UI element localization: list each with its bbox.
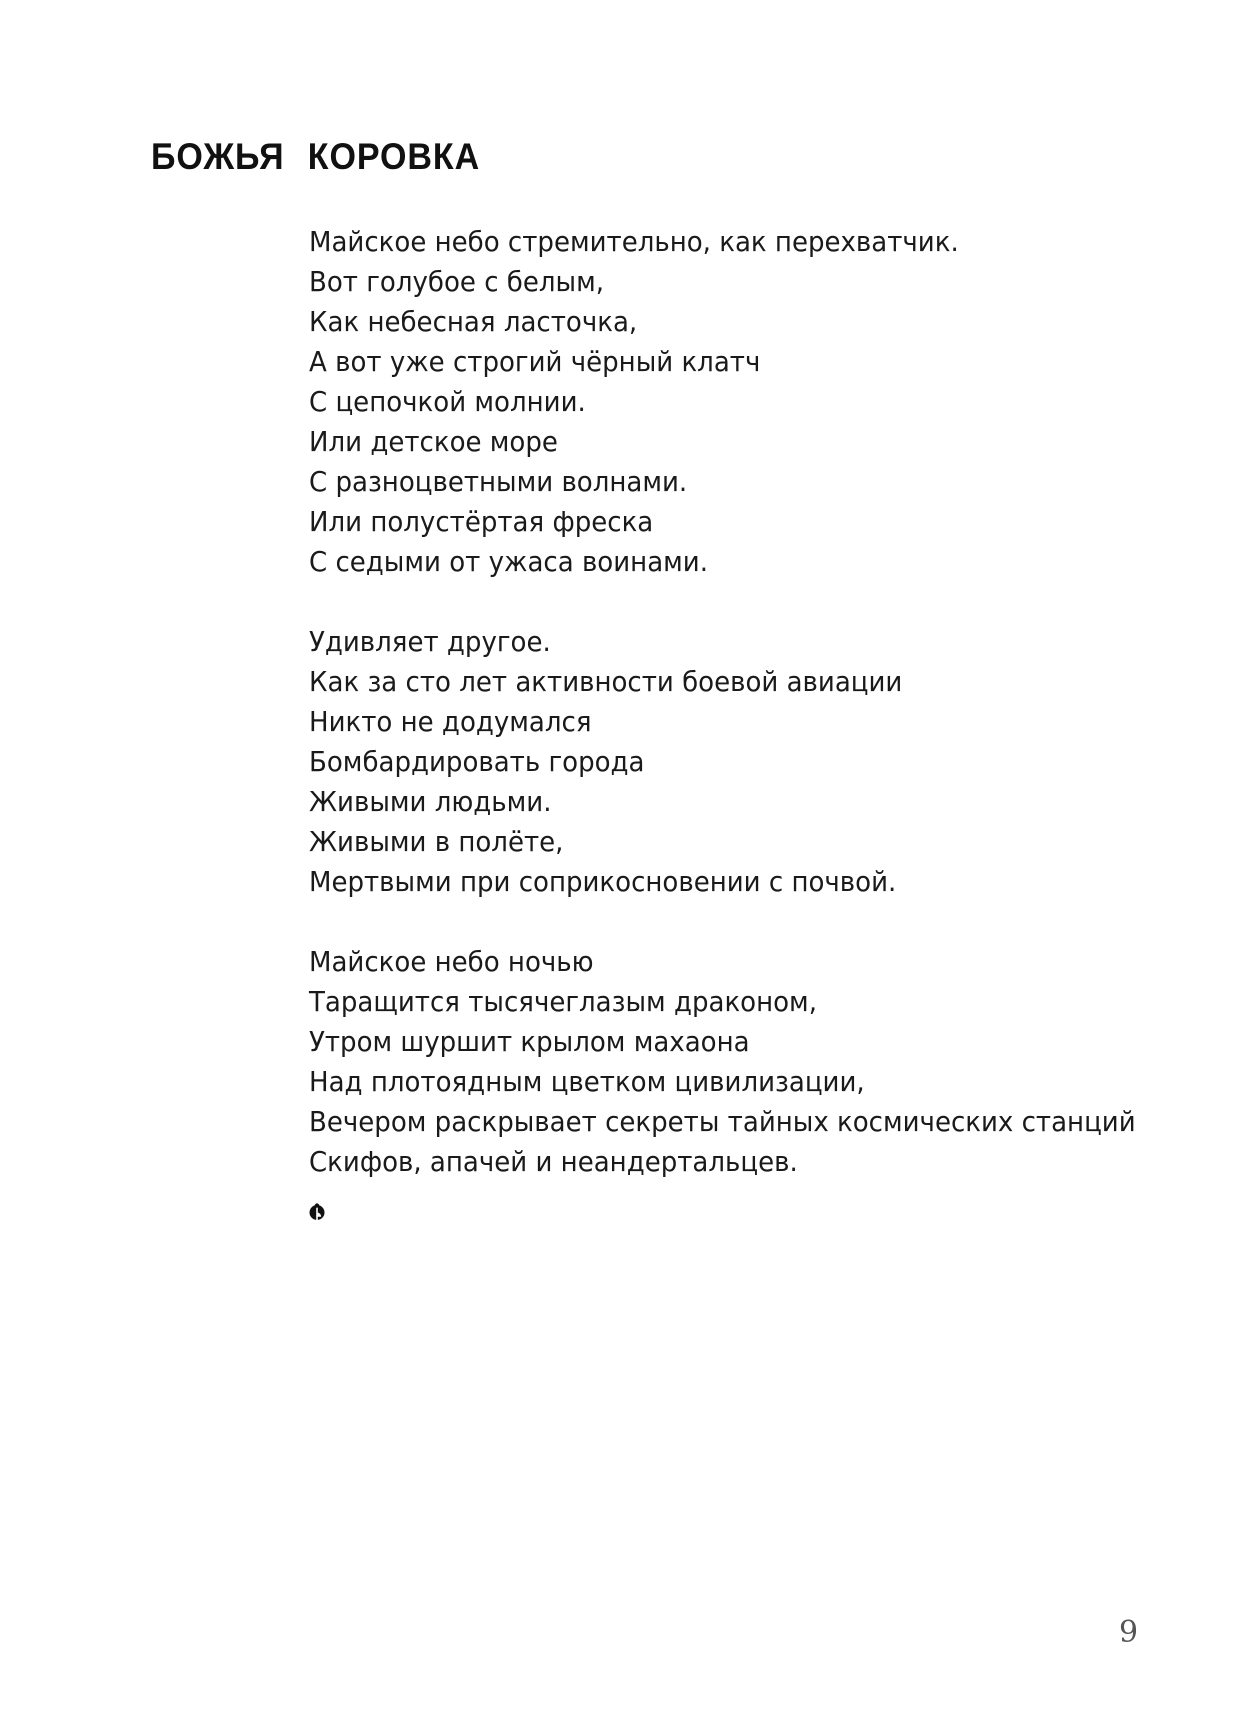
poem-line: Таращится тысячеглазым драконом,: [309, 985, 817, 1018]
poem-body: [309, 222, 1136, 1182]
poem-line: Вот голубое с белым,: [309, 265, 604, 298]
poem-line: Майское небо стремительно, как перехватчик.: [309, 225, 959, 258]
poem-line: Как небесная ласточка,: [309, 305, 638, 338]
poem-line: А вот уже строгий чёрный клатч: [309, 345, 761, 378]
poem-line: Утром шуршит крылом махаона: [309, 1025, 750, 1058]
poem-line: Живыми людьми.: [309, 785, 552, 818]
poem-line: Мертвыми при соприкосновении с почвой.: [309, 865, 897, 898]
poem-line: Живыми в полёте,: [309, 825, 564, 858]
poem-line: С цепочкой молнии.: [309, 385, 586, 418]
poem-line: Никто не додумался: [309, 705, 592, 738]
stanza: [309, 222, 1136, 582]
poem-line: Скифов, апачей и неандертальцев.: [309, 1145, 798, 1178]
poem-line: С седыми от ужаса воинами.: [309, 545, 708, 578]
poem-title: БОЖЬЯ КОРОВКА: [151, 136, 481, 177]
stanza: [309, 942, 1136, 1182]
poem-line: Майское небо ночью: [309, 945, 594, 978]
poem-line: Вечером раскрывает секреты тайных космических станций: [309, 1105, 1136, 1138]
poem-line: Или полустёртая фреска: [309, 505, 654, 538]
ladybug-icon: [308, 1203, 326, 1221]
poem-line: С разноцветными волнами.: [309, 465, 688, 498]
poem-line: Над плотоядным цветком цивилизации,: [309, 1065, 865, 1098]
poem-line: Как за сто лет активности боевой авиации: [309, 665, 903, 698]
poem-line: Удивляет другое.: [309, 625, 551, 658]
stanza: [309, 622, 1136, 902]
poem-line: Или детское море: [309, 425, 558, 458]
page-number: 9: [1119, 1615, 1139, 1650]
poem-line: Бомбардировать города: [309, 745, 645, 778]
